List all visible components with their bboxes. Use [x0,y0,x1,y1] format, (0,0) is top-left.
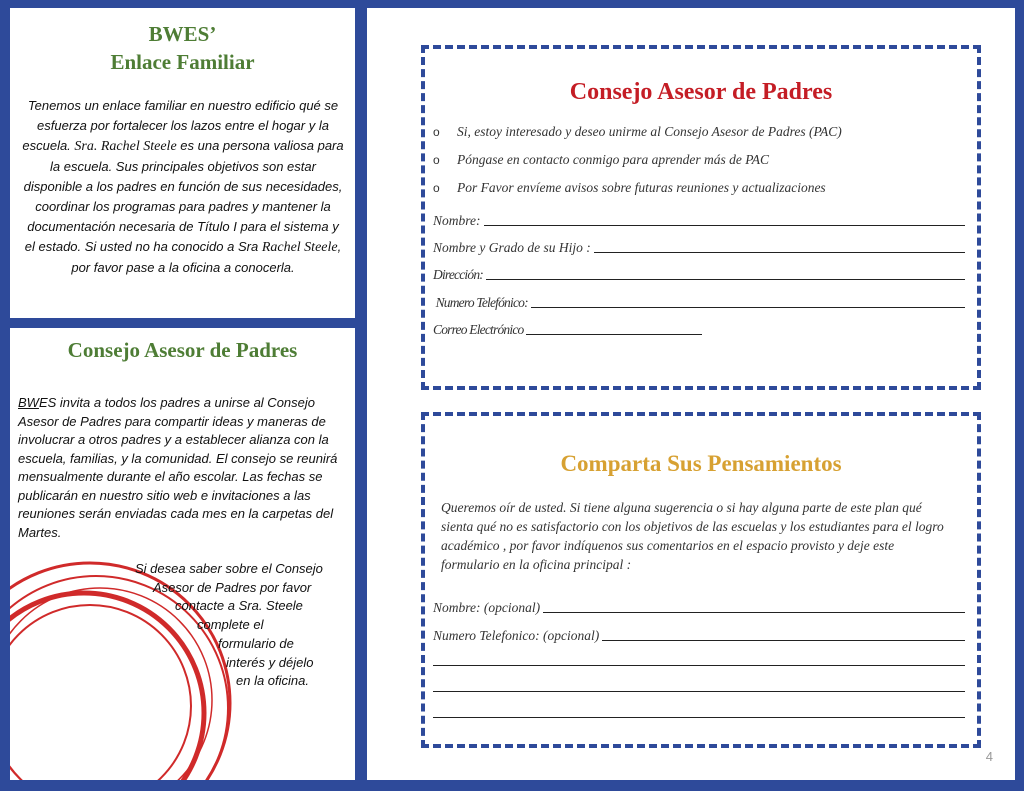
fill-line[interactable] [602,639,965,641]
fill-line[interactable] [594,251,965,253]
fill-line[interactable] [486,278,965,280]
family-liaison-panel [10,8,355,318]
instruction-line: contacte a Sra. Steele [175,598,303,614]
family-liaison-text [22,96,344,278]
pac-option-contact[interactable] [433,152,769,168]
option-label: Si, estoy interesado y deseo unirme al Consejo Asesor de Padres (PAC) [457,124,842,139]
checkbox-bullet-icon[interactable]: o [433,153,440,167]
field-label: Correo Electrónico [433,322,524,337]
title-line-bwes: BWES’ [148,22,217,46]
comment-line[interactable] [433,717,965,718]
checkbox-bullet-icon[interactable]: o [433,125,440,139]
feedback-instructions: Queremos oír de usted. Si tiene alguna sugerencia o si hay alguna parte de este plan qué sienta qué no es satisfactorio con los objetivos de las escuelas y los estudiantes para el logro académico , por favor indíquenos sus comentarios en el espacio provisto y deje este formulario en la oficina principal : [441,500,944,572]
phone-field[interactable] [433,295,965,311]
email-field[interactable] [433,322,702,338]
optional-phone-field[interactable] [433,628,965,644]
liaison-text-part1: Tenemos un enlace familiar en nuestro edificio qué se esfuerza por fortalecer los lazos entre el hogar y la escuela. [22,98,339,153]
field-label: Dirección: [433,267,483,282]
feedback-form-title: Comparta Sus Pensamientos [560,451,842,476]
field-label: Numero Telefónico: [433,295,528,310]
pac-option-notices[interactable] [433,180,826,196]
field-label: Numero Telefonico: (opcional) [433,628,600,643]
fill-line[interactable] [531,306,965,308]
underlined-bw: BW [18,395,39,410]
forms-panel [367,8,1015,780]
field-label: Nombre: (opcional) [433,600,541,615]
instruction-line: Asesor de Padres por favor [153,579,312,595]
parent-council-heading: Consejo Asesor de Padres [67,338,298,362]
parent-council-info-panel [10,328,355,780]
liaison-name-2: Rachel Steele [261,240,338,255]
optional-name-field[interactable] [433,600,965,616]
name-field[interactable] [433,213,965,229]
address-field[interactable] [433,267,965,283]
fill-line[interactable] [526,333,702,335]
feedback-form [421,412,981,748]
parent-council-body: ES invita a todos los padres a unirse al Consejo Asesor de Padres para compartir ideas y maneras de involucrar a otros padres y a establecer alianza con la escuela, familias, y la comunidad. El consejo se reunirá mensualmente durante el año escolar. Las fechas se publicarán en nuestro sitio web e invitaciones a las reuniones serán enviadas cada mes en la carpetas del Martes. [18,395,338,540]
parent-council-text [18,394,353,542]
instruction-line: en la oficina. [236,673,309,689]
family-liaison-title [10,20,355,76]
field-label: Nombre: [433,213,481,228]
instruction-line: complete el [197,617,264,633]
field-label: Nombre y Grado de su Hijo : [433,240,591,255]
page-number: 4 [985,749,993,764]
child-name-grade-field[interactable] [433,240,965,256]
pac-signup-form [421,45,981,390]
fill-line[interactable] [543,611,965,613]
pac-form-title: Consejo Asesor de Padres [569,79,833,105]
liaison-text-part2: es una persona valiosa para la escuela. Sus principales objetivos son estar disponible a los padres en función de sus necesidades, coordinar los programas para padres y mantener la documentación necesaria de Título I para el sistema y el estado. Si usted no ha conocido a Sra [23,138,344,254]
instruction-line: Si desea saber sobre el Consejo [135,561,323,576]
liaison-name: Sra. Rachel Steele [74,139,177,154]
option-label: Por Favor envíeme avisos sobre futuras reuniones y actualizaciones [457,180,826,195]
option-label: Póngase en contacto conmigo para aprender más de PAC [457,152,769,167]
fill-line[interactable] [484,224,966,226]
checkbox-bullet-icon[interactable]: o [433,181,440,195]
pac-option-join[interactable] [433,124,842,140]
comment-line[interactable] [433,665,965,666]
comment-line[interactable] [433,691,965,692]
instruction-line: interés y déjelo [226,654,314,670]
title-line-enlace: Enlace Familiar [110,50,255,74]
liaison-text-part3: , por favor pase a la oficina a conocerla. [71,239,342,275]
instruction-line: formulario de [218,635,294,651]
